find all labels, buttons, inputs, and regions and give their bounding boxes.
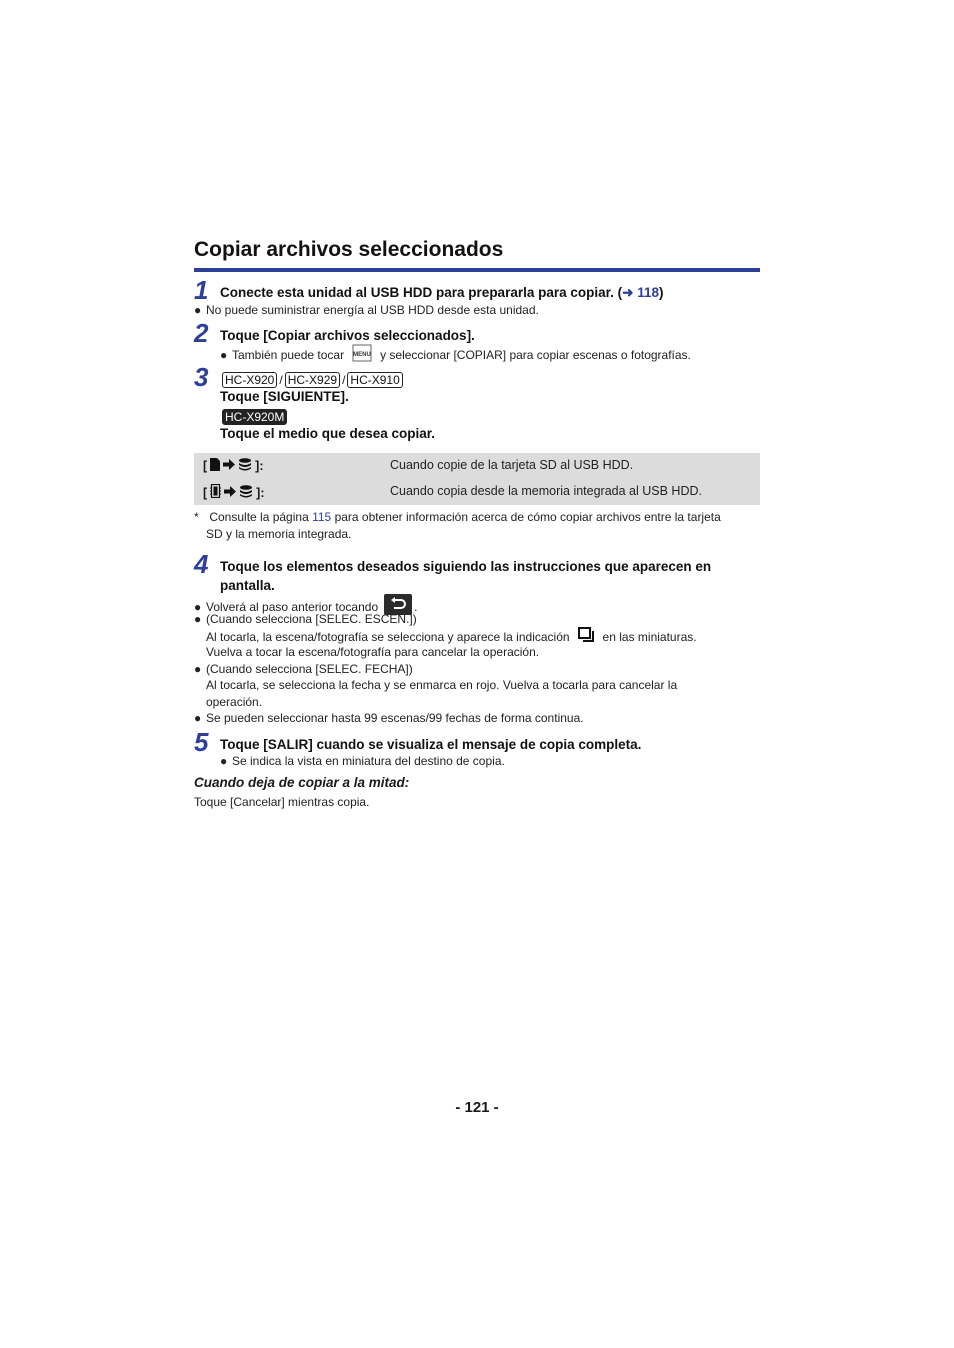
step-1-note-text: No puede suministrar energía al USB HDD desde esta unidad. xyxy=(206,303,539,317)
step-1-note xyxy=(194,302,539,319)
step-4-note-2-d: Vuelva a tocar la escena/fotografía para cancelar la operación. xyxy=(206,645,540,659)
step-4-note-3-b: Al tocarla, se selecciona la fecha y se enmarca en rojo. Vuelva a tocarla para cancelar la xyxy=(206,678,678,692)
step-4-note-1-text: Volverá al paso anterior tocando xyxy=(206,599,379,614)
cancel-heading: Cuando deja de copiar a la mitad: xyxy=(194,775,410,790)
step-4-note-3 xyxy=(194,661,413,678)
step-2-note xyxy=(220,344,691,367)
step-4-note-4-text: Se pueden seleccionar hasta 99 escenas/99 fechas de forma continua. xyxy=(206,711,584,725)
footnote-text-b: para obtener información acerca de cómo copiar archivos entre la tarjeta xyxy=(334,510,721,524)
bullet-icon: ● xyxy=(194,303,202,317)
table-row-key xyxy=(203,484,265,501)
step-4-note-2-b: Al tocarla, la escena/fotografía se selecciona y aparece la indicación xyxy=(206,630,570,644)
footnote-line2: SD y la memoria integrada. xyxy=(206,527,352,541)
step-1-close: ) xyxy=(659,285,664,300)
bullet-icon: ● xyxy=(194,711,202,725)
step-4-number: 4 xyxy=(194,549,209,579)
bracket-close: ]: xyxy=(256,485,265,500)
page-link-115[interactable]: 115 xyxy=(312,510,332,524)
footnote-star: * xyxy=(194,510,199,524)
step-4-text-a: Toque los elementos deseados siguiendo las instrucciones que aparecen en xyxy=(220,559,712,574)
step-4-note-2-a: (Cuando selecciona [SELEC. ESCEN.]) xyxy=(206,612,417,626)
step-1-text xyxy=(220,283,664,302)
step-4-text xyxy=(220,557,760,595)
table-row-desc: Cuando copie de la tarjeta SD al USB HDD. xyxy=(390,458,634,472)
step-4-note-3-a: (Cuando selecciona [SELEC. FECHA]) xyxy=(206,662,413,676)
table-row[interactable] xyxy=(194,479,760,505)
model-tag-hc-x920m: HC-X920M xyxy=(222,409,287,425)
step-4-note-4 xyxy=(194,710,584,727)
bracket-open: [ xyxy=(203,485,208,500)
step-4-note-1-end: . xyxy=(414,599,418,614)
table-row[interactable] xyxy=(194,453,760,479)
step-4-note-2-c: en las miniaturas. xyxy=(602,630,697,644)
page-link-118[interactable]: 118 xyxy=(637,285,659,300)
bullet-icon: ● xyxy=(220,348,228,362)
step-2-number: 2 xyxy=(194,318,209,348)
model-separator: / xyxy=(279,373,283,387)
step-3-number: 3 xyxy=(194,362,209,392)
step-1-number: 1 xyxy=(194,275,209,305)
footnote-text-a: Consulte la página xyxy=(209,510,309,524)
selected-check-icon xyxy=(578,627,595,648)
step-4-note-2 xyxy=(194,611,417,628)
step-4-note-3-c: operación. xyxy=(206,695,263,709)
step-3-line2: Toque el medio que desea copiar. xyxy=(220,426,436,441)
title-underline xyxy=(194,268,760,272)
step-2-text: Toque [Copiar archivos seleccionados]. xyxy=(220,328,475,343)
bullet-icon: ● xyxy=(194,599,202,614)
model-tag-hc-x910: HC-X910 xyxy=(347,372,402,388)
bullet-icon: ● xyxy=(220,754,228,768)
usb-hdd-icon xyxy=(238,458,252,474)
arrow-right-icon xyxy=(224,486,236,500)
page-title: Copiar archivos seleccionados xyxy=(194,238,504,261)
footnote xyxy=(194,509,760,526)
step-3-line1: Toque [SIGUIENTE]. xyxy=(220,389,349,404)
step-5-text: Toque [SALIR] cuando se visualiza el mensaje de copia completa. xyxy=(220,737,642,752)
bracket-open: [ xyxy=(203,459,208,473)
step-5-number: 5 xyxy=(194,727,209,757)
table-row-key xyxy=(203,458,264,474)
step-4-text-b: pantalla. xyxy=(220,578,275,593)
sd-card-icon xyxy=(210,458,220,474)
model-tag-hc-x920: HC-X920 xyxy=(222,372,277,388)
arrow-right-icon xyxy=(223,459,235,473)
arrow-icon: ➜ xyxy=(622,285,634,300)
step-1-label: Conecte esta unidad al USB HDD para prepararla para copiar. ( xyxy=(220,285,623,300)
step-2-note-b: y seleccionar [COPIAR] para copiar escenas o fotografías. xyxy=(380,348,691,362)
copy-media-table xyxy=(194,453,760,505)
table-row-desc: Cuando copia desde la memoria integrada al USB HDD. xyxy=(390,484,702,498)
step-2-note-a: También puede tocar xyxy=(232,348,345,362)
svg-text:MENU: MENU xyxy=(353,352,371,358)
bracket-close: ]: xyxy=(255,459,264,473)
usb-hdd-icon xyxy=(239,485,253,501)
model-separator: / xyxy=(342,373,346,387)
page-number: - 121 - xyxy=(455,1099,499,1116)
bullet-icon: ● xyxy=(194,612,202,626)
model-tag-hc-x929: HC-X929 xyxy=(285,372,340,388)
step-5-note xyxy=(220,753,505,770)
built-in-memory-icon xyxy=(210,484,221,501)
step-5-note-text: Se indica la vista en miniatura del destino de copia. xyxy=(232,754,505,768)
cancel-text: Toque [Cancelar] mientras copia. xyxy=(194,795,370,809)
menu-icon xyxy=(352,344,372,367)
bullet-icon: ● xyxy=(194,662,202,676)
